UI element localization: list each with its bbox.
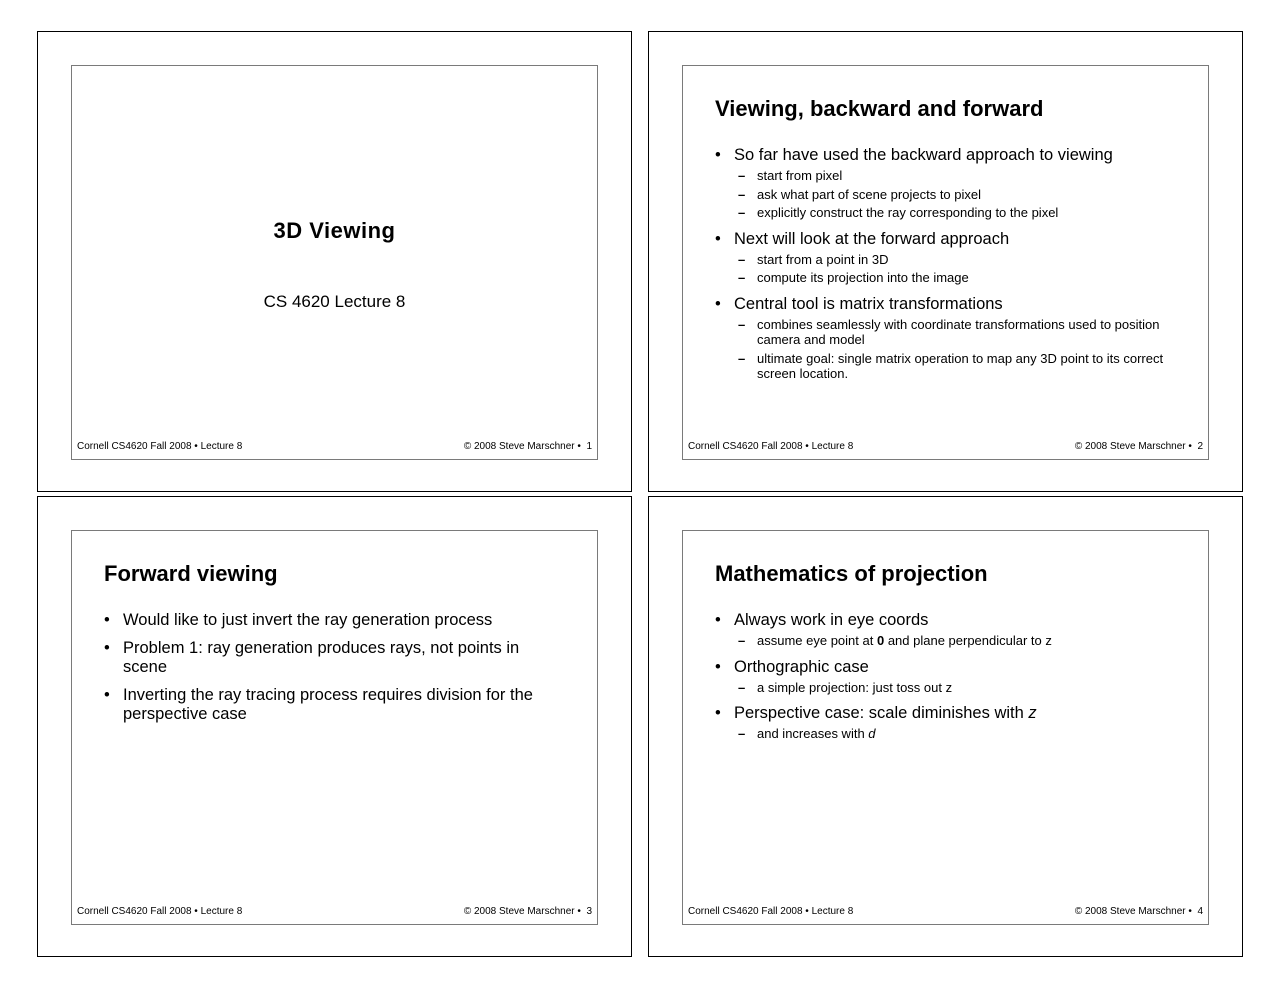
slide-1 [71,65,598,460]
footer-course: Cornell CS4620 Fall 2008 • Lecture 8 [688,441,854,452]
footer-course: Cornell CS4620 Fall 2008 • Lecture 8 [688,906,854,917]
sub-item: – start from a point in 3D [734,252,1196,268]
footer-course: Cornell CS4620 Fall 2008 • Lecture 8 [77,441,243,452]
slide-title: Viewing, backward and forward [715,96,1044,121]
slide-subtitle: CS 4620 Lecture 8 [263,292,406,311]
sub-item: – ultimate goal: single matrix operation to map any 3D point to its correct screen location. [734,351,1196,382]
slide-panel-3 [37,496,632,957]
slide-panel-1 [37,31,632,492]
bullet-item: • Orthographic case – a simple projection: just toss out z [715,658,1196,696]
slide-4 [682,530,1209,925]
page-number: 4 [1197,906,1203,917]
footer-copyright: © 2008 Steve Marschner • 3 [463,906,592,917]
bullet-list [715,146,1196,382]
slide-title: Mathematics of projection [715,561,988,586]
footer-course: Cornell CS4620 Fall 2008 • Lecture 8 [77,906,243,917]
bullet-item: • Central tool is matrix transformations – combines seamlessly with coordinate transformations used to position camera and model – ultimate goal: single matrix operation to map any 3D point to its correct screen location. [715,295,1196,382]
footer-copyright: © 2008 Steve Marschner • 2 [1074,441,1203,452]
bullet-item: • Perspective case: scale diminishes with z – and increases with d [715,704,1196,742]
bullet-item: • Problem 1: ray generation produces rays, not points in scene [104,639,557,677]
bullet-item: • So far have used the backward approach to viewing – start from pixel – ask what part of scene projects to pixel – explicitly construct the ray corresponding to the pixel [715,146,1196,221]
sub-item: – ask what part of scene projects to pixel [734,187,1196,203]
sub-item: – and increases with d [734,726,1196,742]
page-number: 2 [1197,441,1203,452]
bullet-list [715,611,1196,742]
sub-item: – assume eye point at 0 and plane perpendicular to z [734,633,1196,649]
page-number: 3 [586,906,592,917]
bullet-item: • Inverting the ray tracing process requires division for the perspective case [104,686,557,724]
bullet-item: • Would like to just invert the ray generation process [104,611,557,630]
bullet-list [104,611,557,724]
sub-item: – combines seamlessly with coordinate transformations used to position camera and model [734,317,1196,348]
slide-panel-2 [648,31,1243,492]
footer-copyright: © 2008 Steve Marschner • 1 [463,441,592,452]
sub-item: – a simple projection: just toss out z [734,680,1196,696]
footer-copyright: © 2008 Steve Marschner • 4 [1074,906,1203,917]
bullet-item: • Next will look at the forward approach – start from a point in 3D – compute its projection into the image [715,230,1196,286]
slide-title: Forward viewing [104,561,278,586]
sub-item: – start from pixel [734,168,1196,184]
bullet-item: • Always work in eye coords – assume eye point at 0 and plane perpendicular to z [715,611,1196,649]
slide-3 [71,530,598,925]
slide-title: 3D Viewing [273,218,396,243]
sub-item: – explicitly construct the ray corresponding to the pixel [734,205,1196,221]
slide-2 [682,65,1209,460]
slide-panel-4 [648,496,1243,957]
page-number: 1 [586,441,592,452]
sub-item: – compute its projection into the image [734,270,1196,286]
